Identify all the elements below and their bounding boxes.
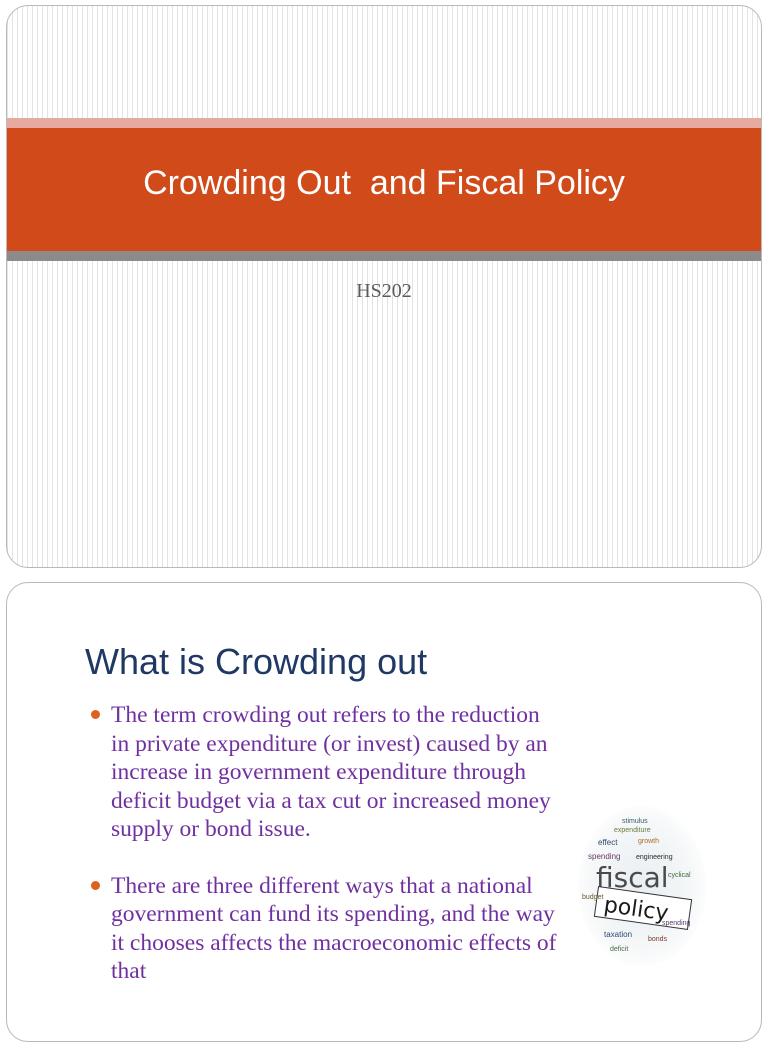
bullet-item xyxy=(87,701,557,844)
wordcloud-word: growth xyxy=(638,838,660,845)
wordcloud-word: cyclical xyxy=(668,872,691,879)
wordcloud-word: spending xyxy=(588,852,621,861)
slide-subtitle: HS202 xyxy=(356,280,412,302)
bullet-dot-icon xyxy=(91,710,100,719)
wordcloud-word: fiscal xyxy=(596,861,669,894)
content-slide xyxy=(6,582,762,1042)
wordcloud-word: deficit xyxy=(610,946,629,953)
wordcloud-word: taxation xyxy=(604,930,633,939)
bullet-text: There are three different ways that a national government can fund its spending, and the way it chooses affects the macroeconomic effects of that xyxy=(111,872,557,984)
wordcloud-word: spending xyxy=(662,920,691,927)
wordcloud-word: expenditure xyxy=(614,827,651,834)
title-band-top-stripe xyxy=(7,118,761,128)
bullet-dot-icon xyxy=(91,881,100,890)
wordcloud-word: effect xyxy=(598,838,618,847)
title-slide xyxy=(6,5,762,568)
bullet-text: The term crowding out refers to the reduction in private expenditure (or invest) caused by an increase in government expenditure through deficit budget via a tax cut or increased money supply or bond issue. xyxy=(111,702,551,842)
slide-title: Crowding Out and Fiscal Policy xyxy=(143,164,625,202)
wordcloud-word: policy xyxy=(602,892,670,927)
wordcloud-word: stimulus xyxy=(622,818,648,825)
wordcloud-word: bonds xyxy=(648,936,668,943)
title-band-bottom-stripe xyxy=(7,251,761,261)
wordcloud-word: budget xyxy=(582,894,604,901)
wordcloud-word: engineering xyxy=(636,854,673,861)
slide-heading: What is Crowding out xyxy=(85,641,428,682)
bullet-list xyxy=(87,701,557,986)
fiscal-policy-wordcloud-image xyxy=(574,801,710,971)
bullet-item xyxy=(87,872,557,986)
